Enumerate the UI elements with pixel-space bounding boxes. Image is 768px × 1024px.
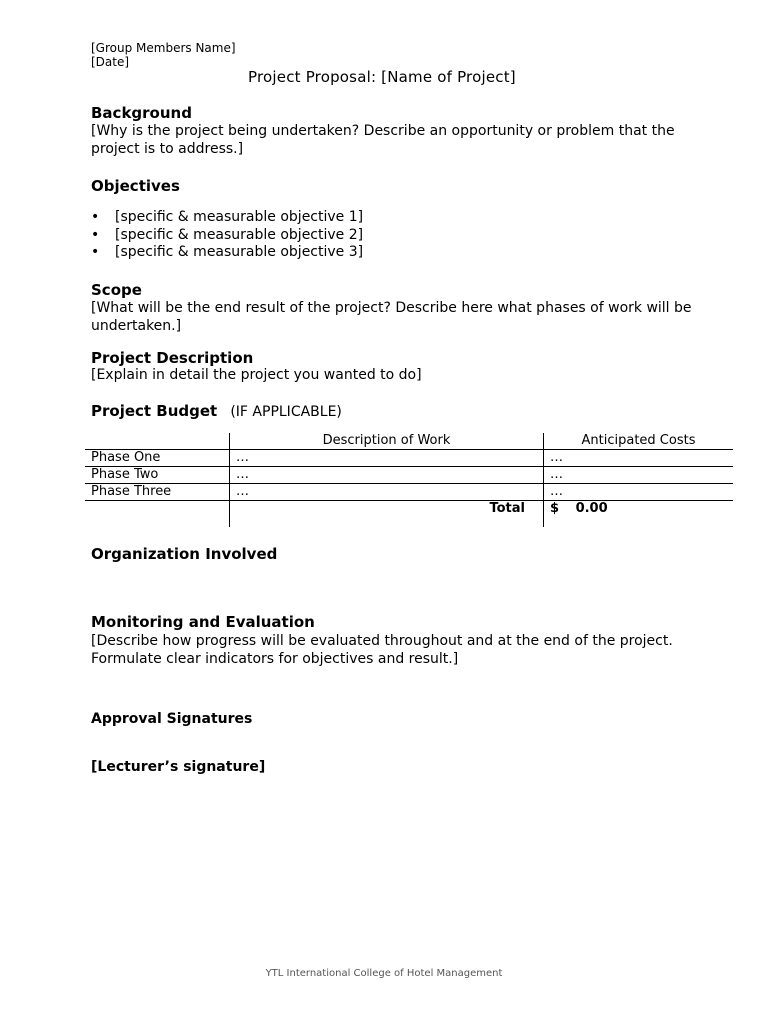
background-text: [Why is the project being undertaken? Describe an opportunity or problem that the project is to address.] [91,123,675,157]
date-field: [Date] [91,55,130,69]
description-cell: … [230,484,544,501]
group-members-name: [Group Members Name] [91,41,236,55]
total-label: Total [230,501,544,528]
monitoring-text: [Describe how progress will be evaluated throughout and at the end of the project. Formulate clear indicators for objectives and result.] [91,633,673,667]
budget-heading: Project Budget [91,402,218,420]
phase-cell: Phase Three [85,484,230,501]
table-header-cell [85,433,230,450]
scope-heading: Scope [91,281,142,299]
list-item [91,244,363,262]
objectives-list [91,209,363,262]
total-value-cell [544,501,734,528]
phase-cell: Phase One [85,450,230,467]
table-row [85,450,733,467]
list-item [91,209,363,227]
background-heading: Background [91,104,192,122]
total-row [85,501,733,528]
table-header-cell: Description of Work [230,433,544,450]
approval-heading: Approval Signatures [91,711,253,727]
organization-heading: Organization Involved [91,545,278,563]
page-footer: YTL International College of Hotel Management [265,968,503,979]
objectives-heading: Objectives [91,177,180,195]
project-description-heading: Project Description [91,349,254,367]
table-header-cell: Anticipated Costs [544,433,734,450]
table-row [85,467,733,484]
objective-text: [specific & measurable objective 1] [115,209,364,225]
objective-text: [specific & measurable objective 3] [115,244,364,260]
table-row [85,484,733,501]
monitoring-heading: Monitoring and Evaluation [91,613,315,631]
cost-cell: … [544,484,734,501]
list-item [91,227,363,245]
cost-cell: … [544,450,734,467]
bullet-icon: • [91,209,100,225]
table-header-row [85,433,733,450]
budget-note: (IF APPLICABLE) [230,404,342,420]
budget-heading-line [91,401,342,421]
bullet-icon: • [91,226,100,243]
objective-text: [specific & measurable objective 2] [115,226,364,243]
scope-text: [What will be the end result of the project? Describe here what phases of work will be undertaken.] [91,300,692,334]
description-cell: … [230,467,544,484]
page-title: Project Proposal: [Name of Project] [248,68,516,86]
cost-cell: … [544,467,734,484]
currency-symbol: $ [550,501,560,516]
phase-cell: Phase Two [85,467,230,484]
budget-table [85,433,733,527]
description-cell: … [230,450,544,467]
total-value: 0.00 [575,501,608,516]
bullet-icon: • [91,244,100,260]
lecturer-signature: [Lecturer’s signature] [91,759,266,775]
project-description-text: [Explain in detail the project you wanted to do] [91,367,422,383]
